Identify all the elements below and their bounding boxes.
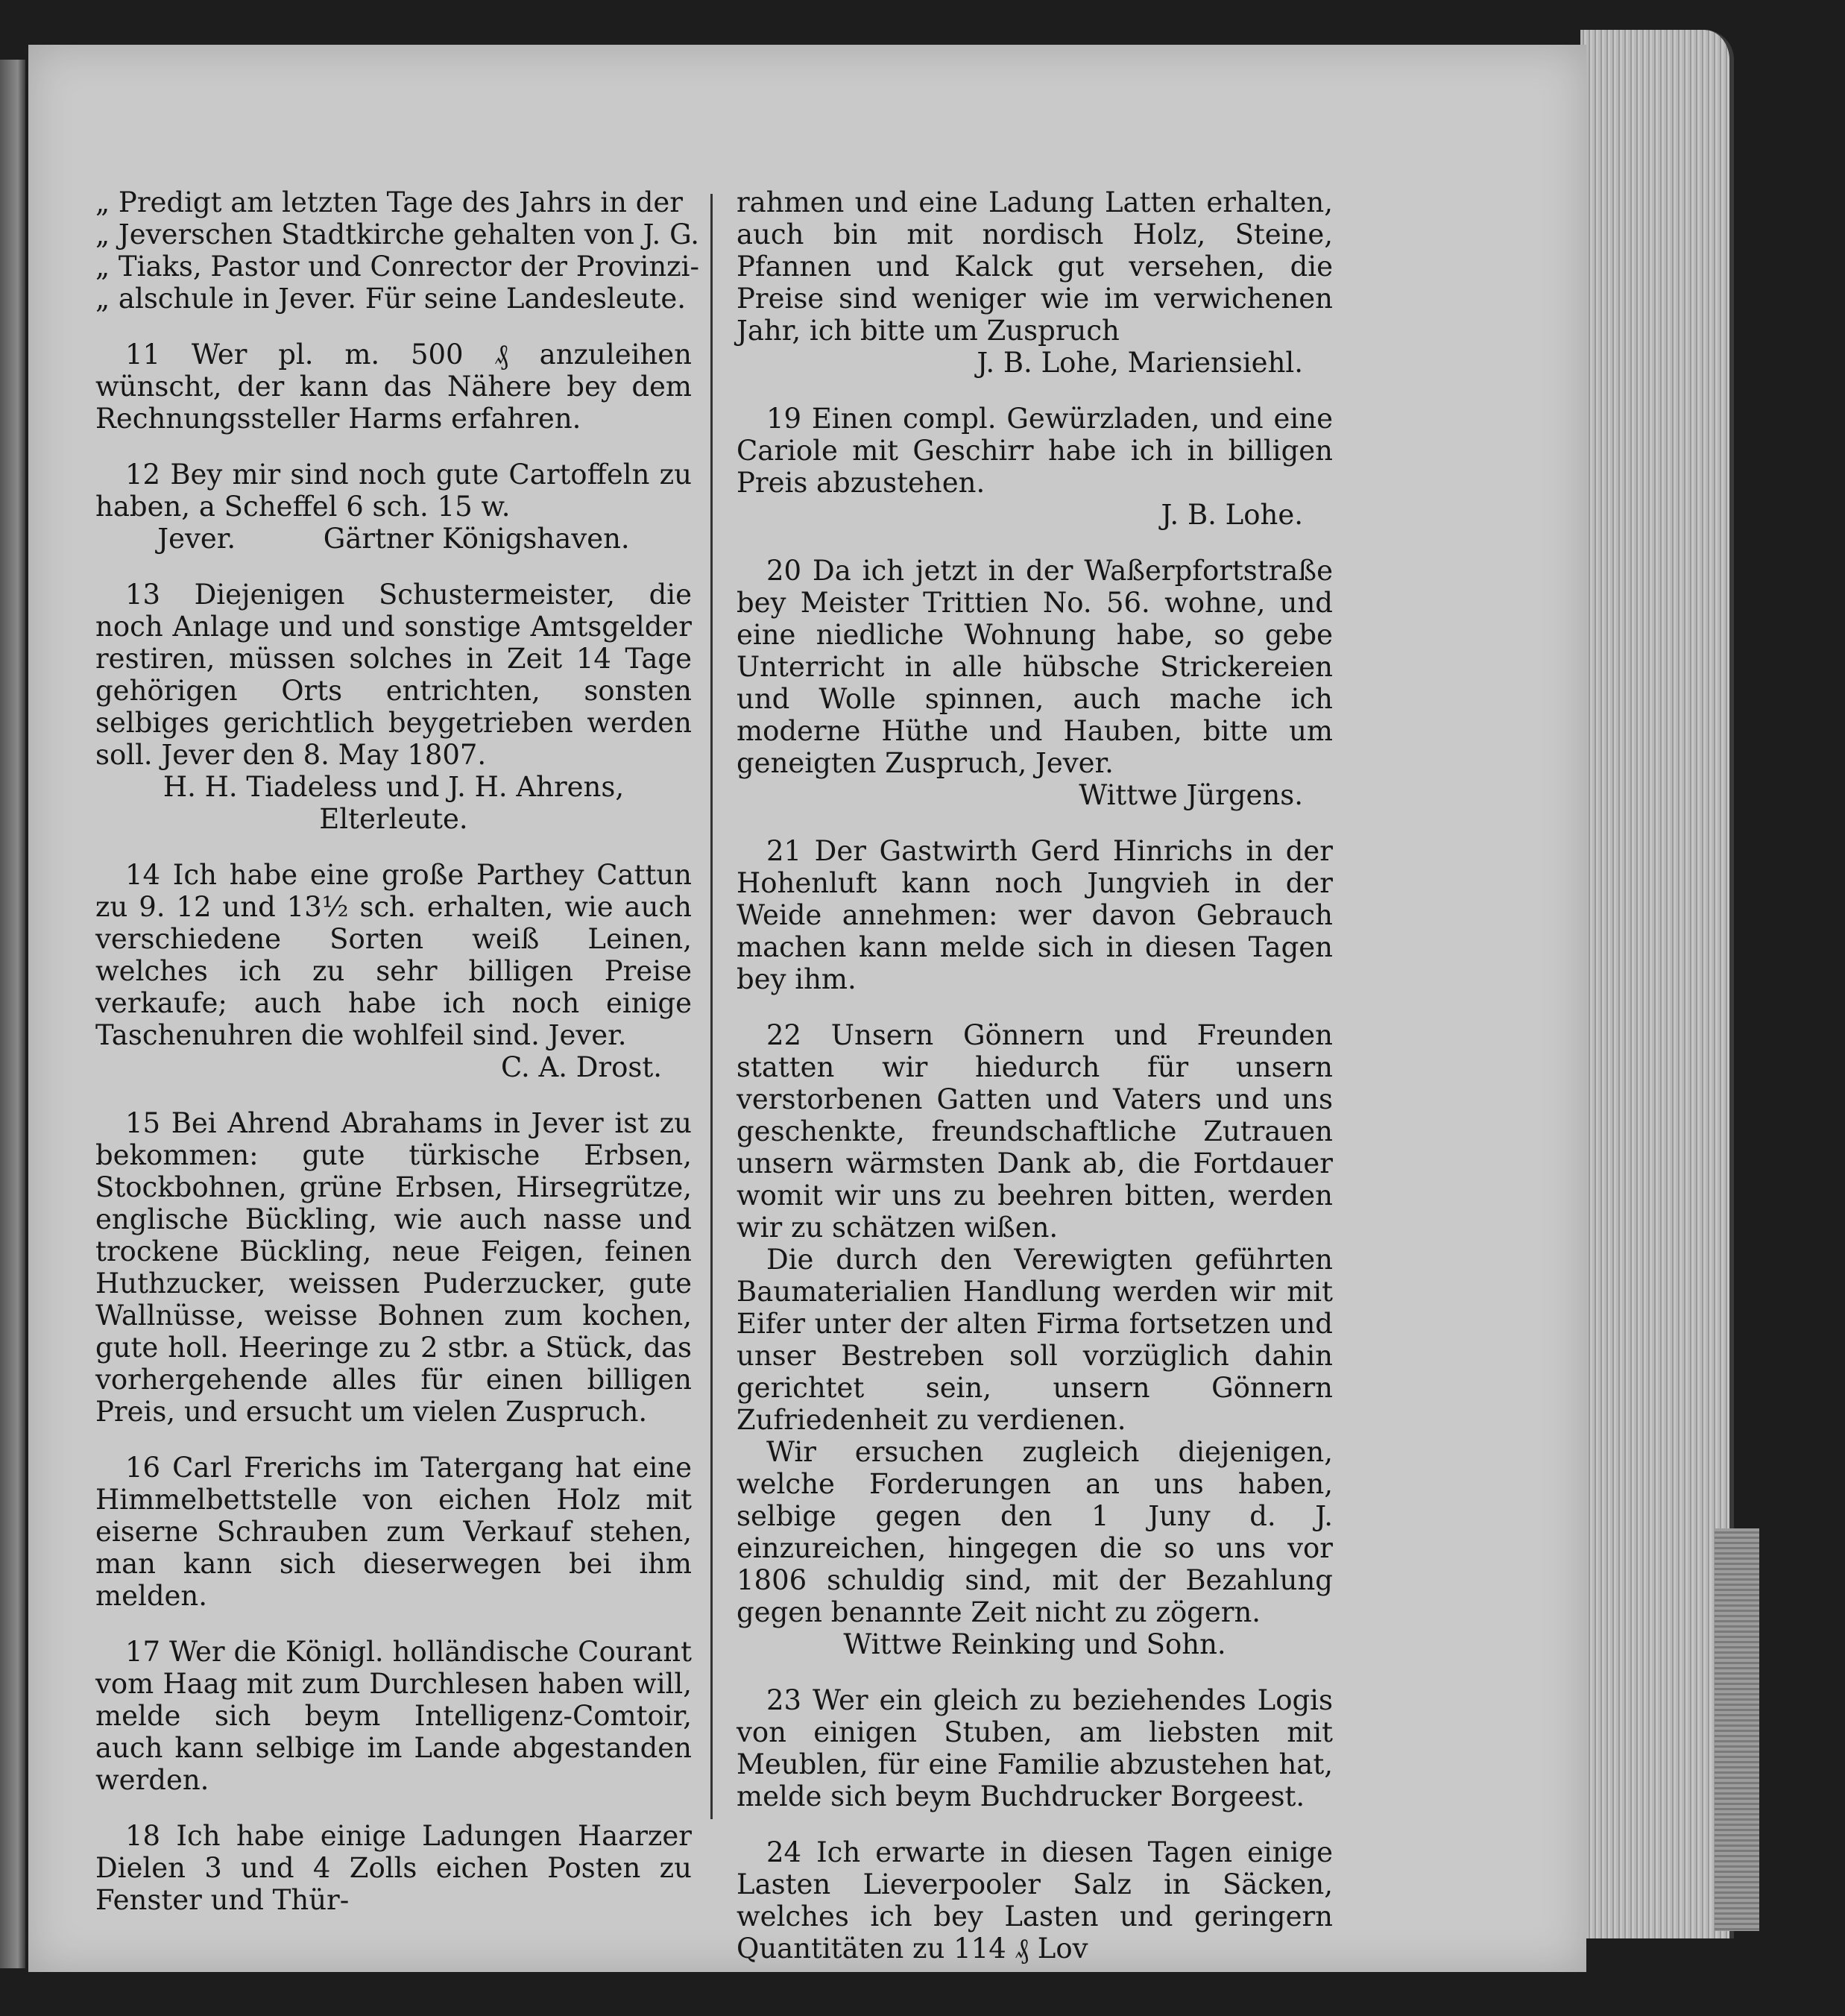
notice-text: Die durch den Verewigten geführten Baumaterialien Handlung werden wir mit Eifer unter der alten Firma fortsetzen und unser Bestreben soll vorzüglich dahin gerichtet sein, unsern Gönnern Zufriedenheit zu verdienen. (737, 1244, 1333, 1436)
notice-text: 15 Bei Ahrend Abrahams in Jever ist zu bekommen: gute türkische Erbsen, Stockbohnen, grüne Erbsen, Hirsegrütze, englische Bückling, wie auch nasse und trockene Bückling, neue Feigen, feinen Huthzucker, weissen Puderzucker, gute Wallnüsse, weisse Bohnen zum kochen, gute holl. Heeringe zu 2 stbr. a Stück, das vorhergehende alles für einen billigen Preis, und ersucht um vielen Zuspruch. (95, 1107, 692, 1428)
notice-22 (737, 1019, 1333, 1660)
previous-page-edge (0, 60, 25, 1968)
notice-21 (737, 835, 1333, 995)
sermon-notice (95, 186, 700, 315)
sermon-line: „ Tiaks, Pastor und Conrector der Provinzi- (95, 251, 700, 283)
notice-text: 23 Wer ein gleich zu beziehendes Logis von einigen Stuben, am liebsten mit Meublen, für eine Familie abzustehen hat, melde sich beym Buchdrucker Borgeest. (737, 1684, 1333, 1812)
notice-signature: C. A. Drost. (500, 1051, 662, 1083)
notice-text: 16 Carl Frerichs im Tatergang hat eine Himmelbettstelle von eichen Holz mit eiserne Schrauben zum Verkauf stehen, man kann sich dieserwegen bei ihm melden. (95, 1452, 692, 1612)
notice-text: Wir ersuchen zugleich diejenigen, welche Forderungen an uns haben, selbige gegen den 1 Juny d. J. einzureichen, hingegen die so uns vor 1806 schuldig sind, mit der Bezahlung gegen benannte Zeit nicht zu zögern. (737, 1436, 1333, 1628)
notice-text: 13 Diejenigen Schustermeister, die noch Anlage und und sonstige Amtsgelder restiren, müssen solches in Zeit 14 Tage gehörigen Orts entrichten, sonsten selbiges gerichtlich beygetrieben werden soll. Jever den 8. May 1807. (95, 579, 692, 771)
notice-14 (95, 859, 692, 1083)
notice-19 (737, 403, 1333, 531)
sermon-line: „ alschule in Jever. Für seine Landesleute. (95, 283, 687, 315)
notice-23 (737, 1684, 1333, 1812)
notice-13 (95, 579, 692, 835)
notice-signature: Wittwe Jürgens. (1079, 779, 1303, 811)
notice-signature: J. B. Lohe. (1161, 499, 1303, 531)
notice-signature: H. H. Tiadeless und J. H. Ahrens, Elterleute. (163, 771, 625, 835)
newspaper-page (28, 45, 1586, 1972)
notice-11 (95, 338, 692, 435)
notice-16 (95, 1452, 692, 1612)
notice-20 (737, 555, 1333, 811)
notice-text: 24 Ich erwarte in diesen Tagen einige Lasten Lieverpooler Salz in Säcken, welches ich bey Lasten und geringern Quantitäten zu 114 ₰ Lov (737, 1836, 1333, 1965)
column-divider (710, 194, 713, 1819)
notice-15 (95, 1107, 692, 1428)
notice-text: rahmen und eine Ladung Latten erhalten, auch bin mit nordisch Holz, Steine, Pfannen und Kalck gut versehen, die Preise sind weniger wie im verwichenen Jahr, ich bitte um Zuspruch (737, 186, 1333, 347)
left-column (95, 186, 700, 1940)
notice-text: 21 Der Gastwirth Gerd Hinrichs in der Hohenluft kann noch Jungvieh in der Weide annehmen: wer davon Gebrauch machen kann melde sich in diesen Tagen bey ihm. (737, 835, 1333, 995)
notice-text: 14 Ich habe eine große Parthey Cattun zu 9. 12 und 13½ sch. erhalten, wie auch verschiedene Sorten weiß Leinen, welches ich zu sehr billigen Preise verkaufe; auch habe ich noch einige Taschenuhren die wohlfeil sind. Jever. (95, 859, 692, 1051)
notice-17 (95, 1636, 692, 1796)
notice-text: 18 Ich habe einige Ladungen Haarzer Dielen 3 und 4 Zolls eichen Posten zu Fenster und Thür- (95, 1820, 692, 1916)
book-page-edges (1580, 30, 1734, 1938)
notice-text: 17 Wer die Königl. holländische Courant vom Haag mit zum Durchlesen haben will, melde sich beym Intelligenz-Comtoir, auch kann selbige im Lande abgestanden werden. (95, 1636, 692, 1796)
notice-12 (95, 459, 692, 555)
notice-18-continued (737, 186, 1333, 379)
notice-text: 11 Wer pl. m. 500 ₰ anzuleihen wünscht, der kann das Nähere bey dem Rechnungssteller Harms erfahren. (95, 338, 692, 435)
notice-text: 22 Unsern Gönnern und Freunden statten wir hiedurch für unsern verstorbenen Gatten und Vaters und uns geschenkte, freundschaftliche Zutrauen unsern wärmsten Dank ab, die Fortdauer womit wir uns zu beehren bitten, werden wir zu schätzen wißen. (737, 1019, 1333, 1244)
notice-18 (95, 1820, 692, 1916)
notice-24 (737, 1836, 1333, 1965)
book-page-edges-lower (1715, 1528, 1759, 1931)
right-column (737, 186, 1333, 1988)
sermon-line: „ Predigt am letzten Tage des Jahrs in der (95, 186, 683, 218)
notice-text: 19 Einen compl. Gewürzladen, und eine Cariole mit Geschirr habe ich in billigen Preis abzustehen. (737, 403, 1333, 499)
sermon-line: „ Jeverschen Stadtkirche gehalten von J. G. (95, 218, 700, 251)
notice-signature: Jever. Gärtner Königshaven. (157, 523, 630, 555)
notice-text: 20 Da ich jetzt in der Waßerpfortstraße bey Meister Trittien No. 56. wohne, und eine niedliche Wohnung habe, so gebe Unterricht in alle hübsche Strickereien und Wolle spinnen, auch mache ich moderne Hüthe und Hauben, bitte um geneigten Zuspruch, Jever. (737, 555, 1333, 779)
notice-signature: J. B. Lohe, Mariensiehl. (977, 347, 1303, 379)
notice-text: 12 Bey mir sind noch gute Cartoffeln zu haben, a Scheffel 6 sch. 15 w. (95, 459, 692, 523)
notice-signature: Wittwe Reinking und Sohn. (843, 1628, 1226, 1660)
